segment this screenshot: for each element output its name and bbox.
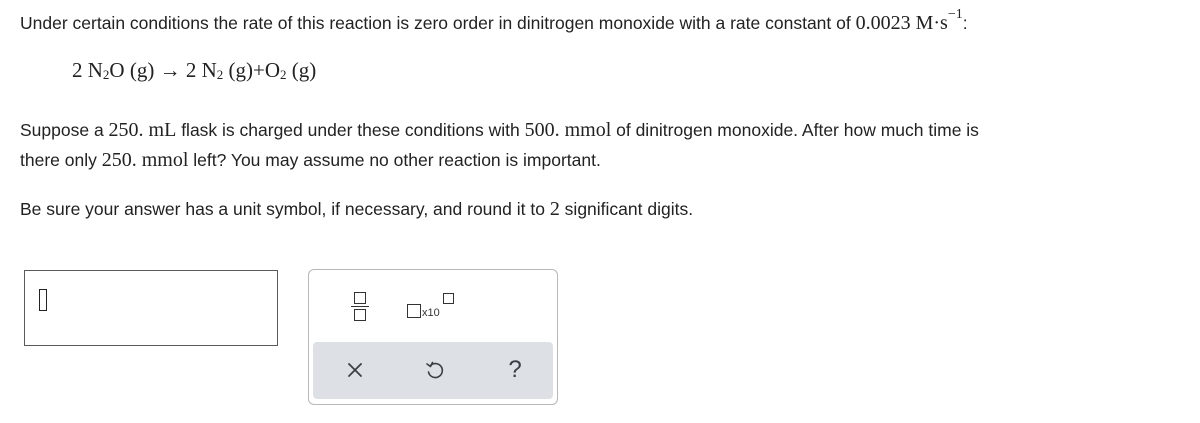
- element: O: [109, 58, 125, 82]
- plus-sign: +: [253, 58, 265, 82]
- rate-constant: 0.0023 M·s: [855, 12, 948, 34]
- instruction-text: significant digits.: [559, 199, 694, 219]
- question-line-3: [20, 149, 601, 172]
- state-label: (g): [129, 58, 155, 82]
- answer-input[interactable]: [24, 270, 278, 346]
- reaction-arrow: →: [159, 58, 181, 82]
- question-text: Suppose a: [20, 120, 109, 140]
- help-button[interactable]: [497, 352, 533, 388]
- coefficient: 2: [185, 58, 197, 82]
- undo-button[interactable]: [417, 352, 453, 388]
- fraction-denominator-icon: [354, 309, 366, 321]
- fraction-bar-icon: [351, 306, 369, 307]
- question-text: left? You may assume no other reaction is important.: [188, 150, 601, 170]
- instruction-text: Be sure your answer has a unit symbol, if necessary, and round it to: [20, 199, 550, 219]
- math-tool-palette: [308, 269, 558, 405]
- exponent-box-icon: [443, 293, 454, 304]
- question-line-2: [20, 119, 979, 142]
- undo-icon: [424, 359, 446, 381]
- input-cursor: [39, 289, 47, 311]
- flask-volume: 250. mL: [108, 119, 177, 141]
- coefficient: 2: [72, 58, 83, 82]
- rate-exponent: −1: [947, 7, 963, 22]
- question-text: flask is charged under these conditions with: [176, 120, 525, 140]
- state-label: (g): [228, 58, 254, 82]
- subscript: 2: [216, 67, 224, 82]
- subscript: 2: [280, 67, 287, 82]
- scientific-notation-button[interactable]: [405, 290, 459, 326]
- remaining-amount: 250. mmol: [101, 149, 189, 171]
- fraction-numerator-icon: [354, 292, 366, 304]
- element: N: [87, 58, 103, 82]
- fraction-template-button[interactable]: [349, 290, 373, 326]
- action-bar: [313, 342, 553, 399]
- question-text: there only: [20, 150, 102, 170]
- subscript: 2: [102, 67, 110, 82]
- element: N: [201, 58, 217, 82]
- state-label: (g): [291, 58, 317, 82]
- question-line-1: [20, 7, 968, 35]
- x10-label: x10: [422, 307, 440, 319]
- instructions: [20, 198, 693, 221]
- reaction-equation: [72, 58, 316, 83]
- initial-amount: 500. mmol: [524, 119, 612, 141]
- x-icon: [347, 362, 363, 378]
- question-text: Under certain conditions the rate of this reaction is zero order in dinitrogen monoxide with a rate constant of: [20, 13, 856, 33]
- colon: :: [962, 13, 968, 33]
- help-icon: ?: [508, 356, 522, 383]
- question-text: of dinitrogen monoxide. After how much time is: [611, 120, 979, 140]
- mantissa-box-icon: [407, 304, 421, 318]
- sig-figs: 2: [549, 198, 560, 220]
- element: O: [264, 58, 281, 82]
- clear-button[interactable]: [337, 352, 373, 388]
